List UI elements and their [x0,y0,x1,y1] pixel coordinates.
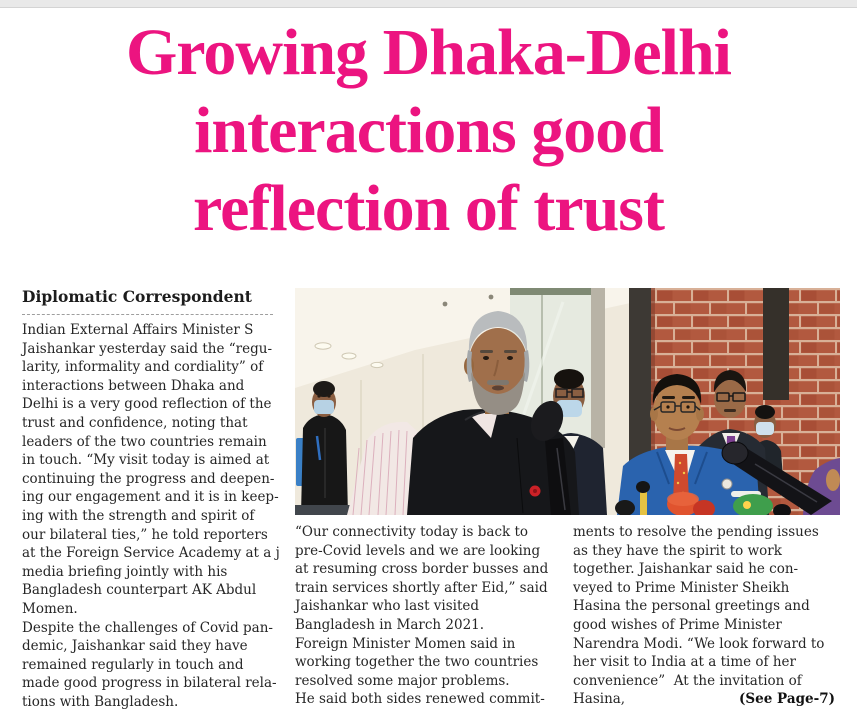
text-line: working together the two countries [295,654,539,671]
text-line: larity, informality and cordiality” of [22,359,264,376]
text-line: trust and confidence, noting that [22,414,248,431]
headline [0,14,857,248]
text-line: Hasina, [573,691,626,708]
text-line: He said both sides renewed commit- [295,691,545,708]
press-briefing-photo-graphic [295,288,840,515]
text-line: together. Jaishankar said he con- [573,561,799,578]
text-line: Despite the challenges of Covid pan- [22,619,273,636]
text-line: remained regularly in touch and [22,656,244,673]
text-line: “Our connectivity today is back to [295,524,529,540]
text-line: Delhi is a very good reflection of the [22,396,272,413]
text-line: at resuming cross border busses and [295,561,549,578]
text-line: resolved some major problems. [295,672,510,689]
text-line: made good progress in bilateral rela- [22,675,277,692]
text-line: Jaishankar who last visited [295,598,480,615]
article-photo [295,288,840,515]
text-line: in touch. “My visit today is aimed at [22,452,270,469]
article-column-left [22,321,295,711]
text-line: Bangladesh counterpart AK Abdul [22,582,257,599]
continuation-note: (See Page-7) [739,691,835,708]
text-line: ments to resolve the pending issues [573,524,819,540]
text-line: Bangladesh in March 2021. [295,616,485,633]
text-line: Indian External Affairs Minister S [22,322,254,338]
text-line: Hasina the personal greetings and [573,598,810,615]
text-line: Jaishankar yesterday said the “regu- [22,340,273,357]
text-line: convenience” At the invitation of [573,672,802,689]
text-line: media briefing jointly with his [22,563,228,580]
text-line: as they have the spirit to work [573,542,782,559]
text-line: good wishes of Prime Minister [573,616,782,633]
headline-line: interactions good [194,94,663,167]
article-column-middle [295,523,573,709]
headline-line: reflection of trust [193,172,664,245]
text-line: tions with Bangladesh. [22,693,179,710]
text-line: train services shortly after Eid,” said [295,579,548,596]
right-column-last-line [573,690,835,709]
top-window-bar [0,0,857,8]
text-line: ing with the strength and spirit of [22,507,255,524]
headline-line: Growing Dhaka-Delhi [125,16,732,89]
text-line: our bilateral ties,” he told reporters [22,526,268,543]
text-line: continuing the progress and deepen- [22,470,275,487]
text-line: Foreign Minister Momen said in [295,635,516,652]
text-line: leaders of the two countries remain [22,433,267,450]
text-line: Narendra Modi. “We look forward to [573,635,825,652]
text-line: Momen. [22,600,78,617]
text-line: ing our engagement and it is in keep- [22,489,279,506]
byline-text: Diplomatic Correspondent [22,287,273,315]
text-line: demic, Jaishankar said they have [22,638,248,655]
right-column-lines [573,523,835,690]
text-line: pre-Covid levels and we are looking [295,542,541,559]
text-line: interactions between Dhaka and [22,377,245,394]
text-line: her visit to India at a time of her [573,654,796,671]
text-line: at the Foreign Service Academy at a j [22,545,280,562]
article-column-right [573,523,835,709]
text-line: veyed to Prime Minister Sheikh [573,579,790,596]
